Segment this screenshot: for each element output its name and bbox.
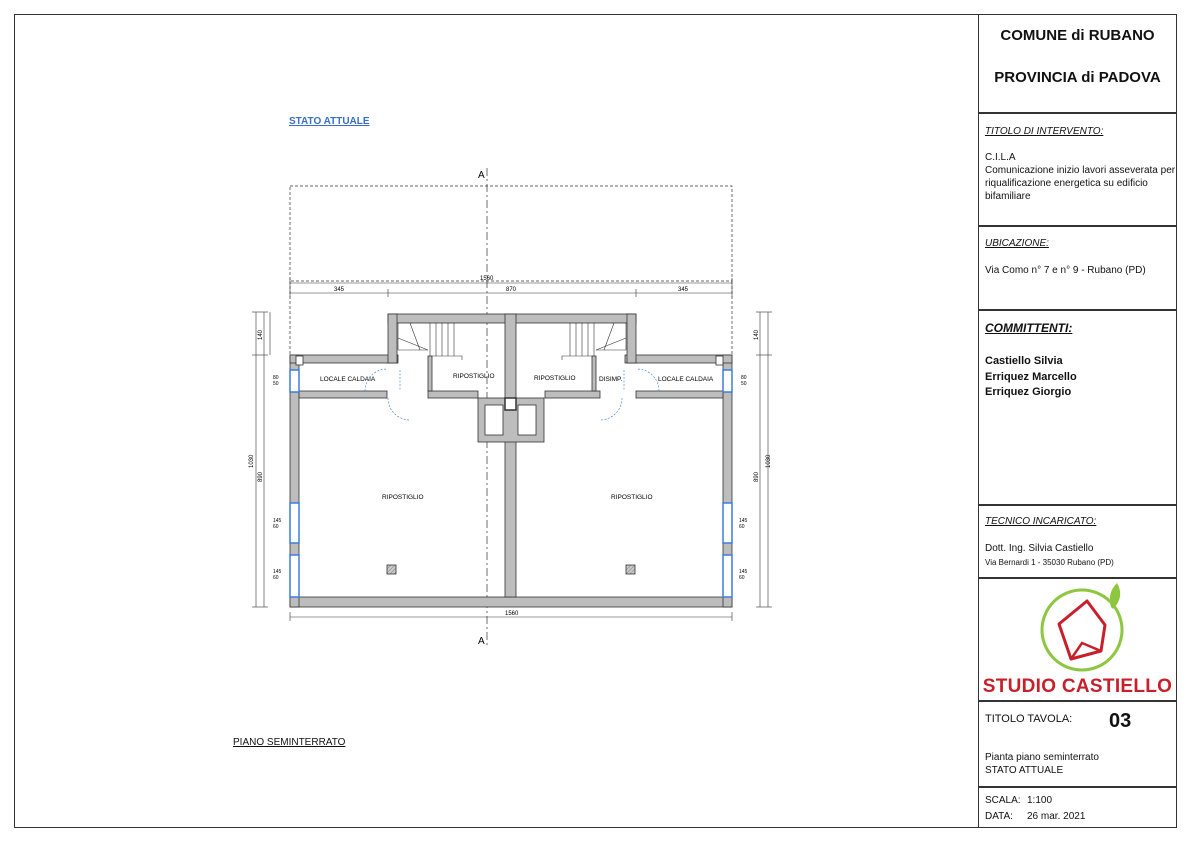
roof-outline — [290, 186, 732, 281]
tb-scala-data — [978, 787, 1177, 828]
stairs-right — [562, 323, 626, 360]
win-dim-145-right-b: 145 — [739, 569, 748, 575]
ubicazione-value: Via Como n° 7 e n° 9 - Rubano (PD) — [985, 265, 1146, 276]
floor-label: PIANO SEMINTERRATO — [233, 737, 346, 748]
studio-logo-mark — [979, 579, 1176, 674]
tecnico-label: TECNICO INCARICATO: — [985, 516, 1097, 527]
win-dim-145-right-a: 145 — [739, 518, 748, 524]
walls — [290, 314, 732, 607]
committenti-label: COMMITTENTI: — [985, 321, 1073, 335]
tavola-label: TITOLO TAVOLA: — [985, 713, 1073, 725]
dim-side-140-right: 140 — [754, 329, 760, 340]
scala-value: 1:100 — [1027, 795, 1053, 806]
tb-tecnico — [978, 505, 1177, 578]
committente-2: Erriquez Marcello — [985, 371, 1077, 383]
win-dim-80-right: 80 — [741, 375, 747, 381]
win-dim-60-left-b: 60 — [273, 575, 279, 581]
win-dim-60-right-a: 60 — [739, 524, 745, 530]
plan-section-title: STATO ATTUALE — [289, 116, 370, 127]
tavola-desc-2: STATO ATTUALE — [985, 765, 1064, 776]
section-mark-bottom: A — [478, 636, 485, 647]
room-locale-caldaia-left: LOCALE CALDAIA — [320, 376, 376, 383]
dim-mid-seg: 870 — [506, 287, 517, 293]
room-ripostiglio-big-right: RIPOSTIGLIO — [611, 494, 653, 501]
studio-logo-text: STUDIO CASTIELLO — [982, 676, 1173, 697]
room-disimpegno: DISIMP. — [599, 376, 623, 383]
tb-committenti — [978, 310, 1177, 505]
dim-side-1030-right: 1030 — [766, 454, 772, 468]
committente-3: Erriquez Giorgio — [985, 386, 1072, 398]
tavola-desc-1: Pianta piano seminterrato — [985, 752, 1099, 763]
title-block — [978, 14, 1177, 828]
dim-right-seg: 345 — [678, 287, 689, 293]
win-dim-50-left: 50 — [273, 381, 279, 387]
tb-titolo — [978, 113, 1177, 226]
win-dim-60-right-b: 60 — [739, 575, 745, 581]
titolo-label: TITOLO DI INTERVENTO: — [985, 126, 1104, 137]
win-dim-145-left-b: 145 — [273, 569, 282, 575]
room-ripostiglio-small-right: RIPOSTIGLIO — [534, 375, 576, 382]
comune-name: COMUNE di RUBANO — [1000, 27, 1155, 44]
win-dim-145-left-a: 145 — [273, 518, 282, 524]
dim-total-bottom: 1560 — [505, 611, 519, 617]
committente-1: Castiello Silvia — [985, 355, 1063, 367]
dim-side-890-right: 890 — [754, 471, 760, 482]
room-locale-caldaia-right: LOCALE CALDAIA — [658, 376, 714, 383]
scala-label: SCALA: — [985, 795, 1021, 806]
stairs-left — [398, 323, 462, 360]
win-dim-60-left-a: 60 — [273, 524, 279, 530]
section-mark-top: A — [478, 170, 485, 181]
titolo-line-2: Comunicazione inizio lavori asseverata per — [985, 165, 1176, 176]
tb-header — [978, 14, 1177, 113]
win-dim-80-left: 80 — [273, 375, 279, 381]
titolo-line-4: bifamiliare — [985, 191, 1031, 202]
dim-side-140-left: 140 — [258, 329, 264, 340]
dim-side-890-left: 890 — [258, 471, 264, 482]
titolo-line-1: C.I.L.A — [985, 152, 1016, 163]
room-ripostiglio-big-left: RIPOSTIGLIO — [382, 494, 424, 501]
tavola-number: 03 — [1109, 710, 1132, 732]
tb-logo — [978, 578, 1177, 701]
ubicazione-label: UBICAZIONE: — [985, 238, 1049, 249]
tecnico-name: Dott. Ing. Silvia Castiello — [985, 543, 1094, 554]
titolo-line-3: riqualificazione energetica su edificio — [985, 178, 1148, 189]
dim-left-seg: 345 — [334, 287, 345, 293]
tb-ubicazione — [978, 226, 1177, 310]
provincia-name: PROVINCIA di PADOVA — [994, 69, 1161, 86]
data-label: DATA: — [985, 811, 1013, 822]
win-dim-50-right: 50 — [741, 381, 747, 387]
tb-tavola — [978, 701, 1177, 787]
room-ripostiglio-small-left: RIPOSTIGLIO — [453, 373, 495, 380]
dim-total-top: 1560 — [480, 276, 494, 282]
chimney-block — [478, 398, 544, 442]
dim-side-1030-left: 1030 — [249, 454, 255, 468]
tecnico-address: Via Bernardi 1 - 35030 Rubano (PD) — [985, 558, 1114, 567]
data-value: 26 mar. 2021 — [1027, 811, 1086, 822]
